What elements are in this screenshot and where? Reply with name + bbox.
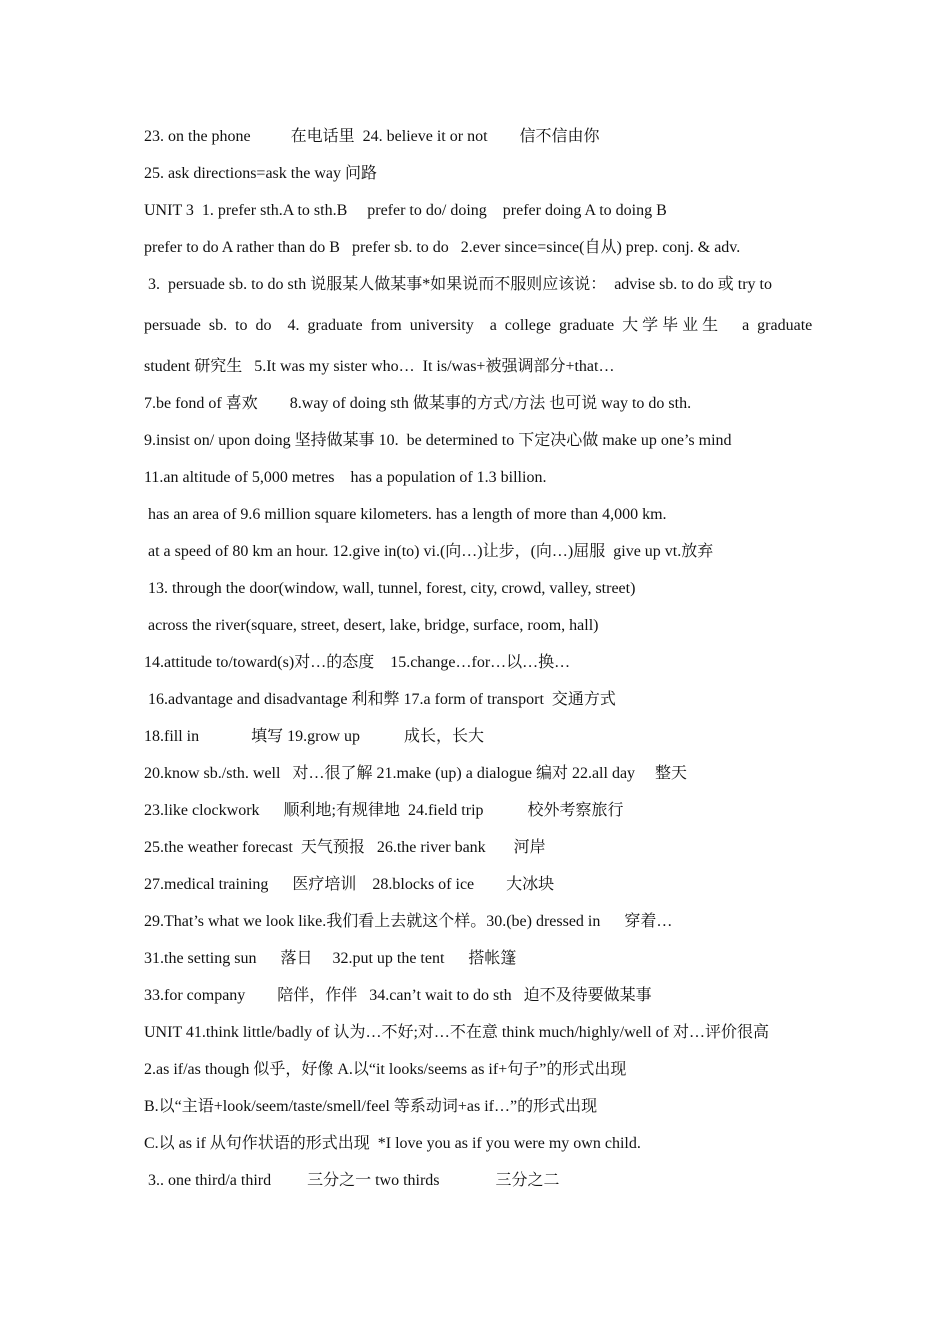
text-line: across the river(square, street, desert, lake, bridge, surface, room, hall) (148, 617, 599, 634)
text-line: 3.. one third/a third 三分之一 two thirds 三分之二 (148, 1172, 560, 1189)
text-line: 33.for company 陪伴，作伴 34.can’t wait to do sth 迫不及待要做某事 (144, 987, 652, 1004)
text-line: UNIT 3 1. prefer sth.A to sth.B prefer to do/ doing prefer doing A to doing B (144, 202, 667, 219)
text-line: 16.advantage and disadvantage 利和弊 17.a form of transport 交通方式 (148, 691, 616, 708)
text-line: 23.like clockwork 顺利地;有规律地 24.field trip 校外考察旅行 (144, 802, 624, 819)
text-line: prefer to do A rather than do B prefer sb. to do 2.ever since=since(自从) prep. conj. & adv. (144, 239, 741, 256)
text-line: 18.fill in 填写 19.grow up 成长，长大 (144, 728, 484, 745)
text-line: 7.be fond of 喜欢 8.way of doing sth 做某事的方式/方法 也可说 way to do sth. (144, 395, 692, 412)
text-line: 31.the setting sun 落日 32.put up the tent 搭帐篷 (144, 950, 517, 967)
text-line: 9.insist on/ upon doing 坚持做某事 10. be determined to 下定决心做 make up one’s mind (144, 432, 732, 449)
text-line: at a speed of 80 km an hour. 12.give in(to) vi.(向…)让步，(向…)屈服 give up vt.放弃 (148, 543, 714, 560)
text-line: 3. persuade sb. to do sth 说服某人做某事*如果说而不服则应该说： advise sb. to do 或 try to (148, 276, 772, 293)
text-line: UNIT 41.think little/badly of 认为…不好;对…不在意 think much/highly/well of 对…评价很高 (144, 1024, 770, 1041)
text-line: B.以“主语+look/seem/taste/smell/feel 等系动词+as if…”的形式出现 (144, 1098, 598, 1115)
text-line: C.以 as if 从句作状语的形式出现 *I love you as if you were my own child. (144, 1135, 641, 1152)
text-line: 27.medical training 医疗培训 28.blocks of ice 大冰块 (144, 876, 555, 893)
text-line: 11.an altitude of 5,000 metres has a population of 1.3 billion. (144, 469, 547, 486)
text-line: 23. on the phone 在电话里 24. believe it or not 信不信由你 (144, 128, 600, 145)
text-line: 2.as if/as though 似乎，好像 A.以“it looks/seems as if+句子”的形式出现 (144, 1061, 627, 1078)
text-line: 25. ask directions=ask the way 问路 (144, 165, 377, 182)
text-line: 14.attitude to/toward(s)对…的态度 15.change…for…以…换… (144, 654, 571, 671)
text-line: persuade sb. to do 4. graduate from university a college graduate 大 学 毕 业 生 a graduate (144, 317, 813, 334)
text-line: has an area of 9.6 million square kilometers. has a length of more than 4,000 km. (148, 506, 667, 523)
text-line: student 研究生 5.It was my sister who… It is/was+被强调部分+that… (144, 358, 615, 375)
text-line: 20.know sb./sth. well 对…很了解 21.make (up) a dialogue 编对 22.all day 整天 (144, 765, 688, 782)
text-line: 25.the weather forecast 天气预报 26.the river bank 河岸 (144, 839, 546, 856)
text-line: 29.That’s what we look like.我们看上去就这个样。30.(be) dressed in 穿着… (144, 913, 673, 930)
text-line: 13. through the door(window, wall, tunnel, forest, city, crowd, valley, street) (148, 580, 636, 597)
